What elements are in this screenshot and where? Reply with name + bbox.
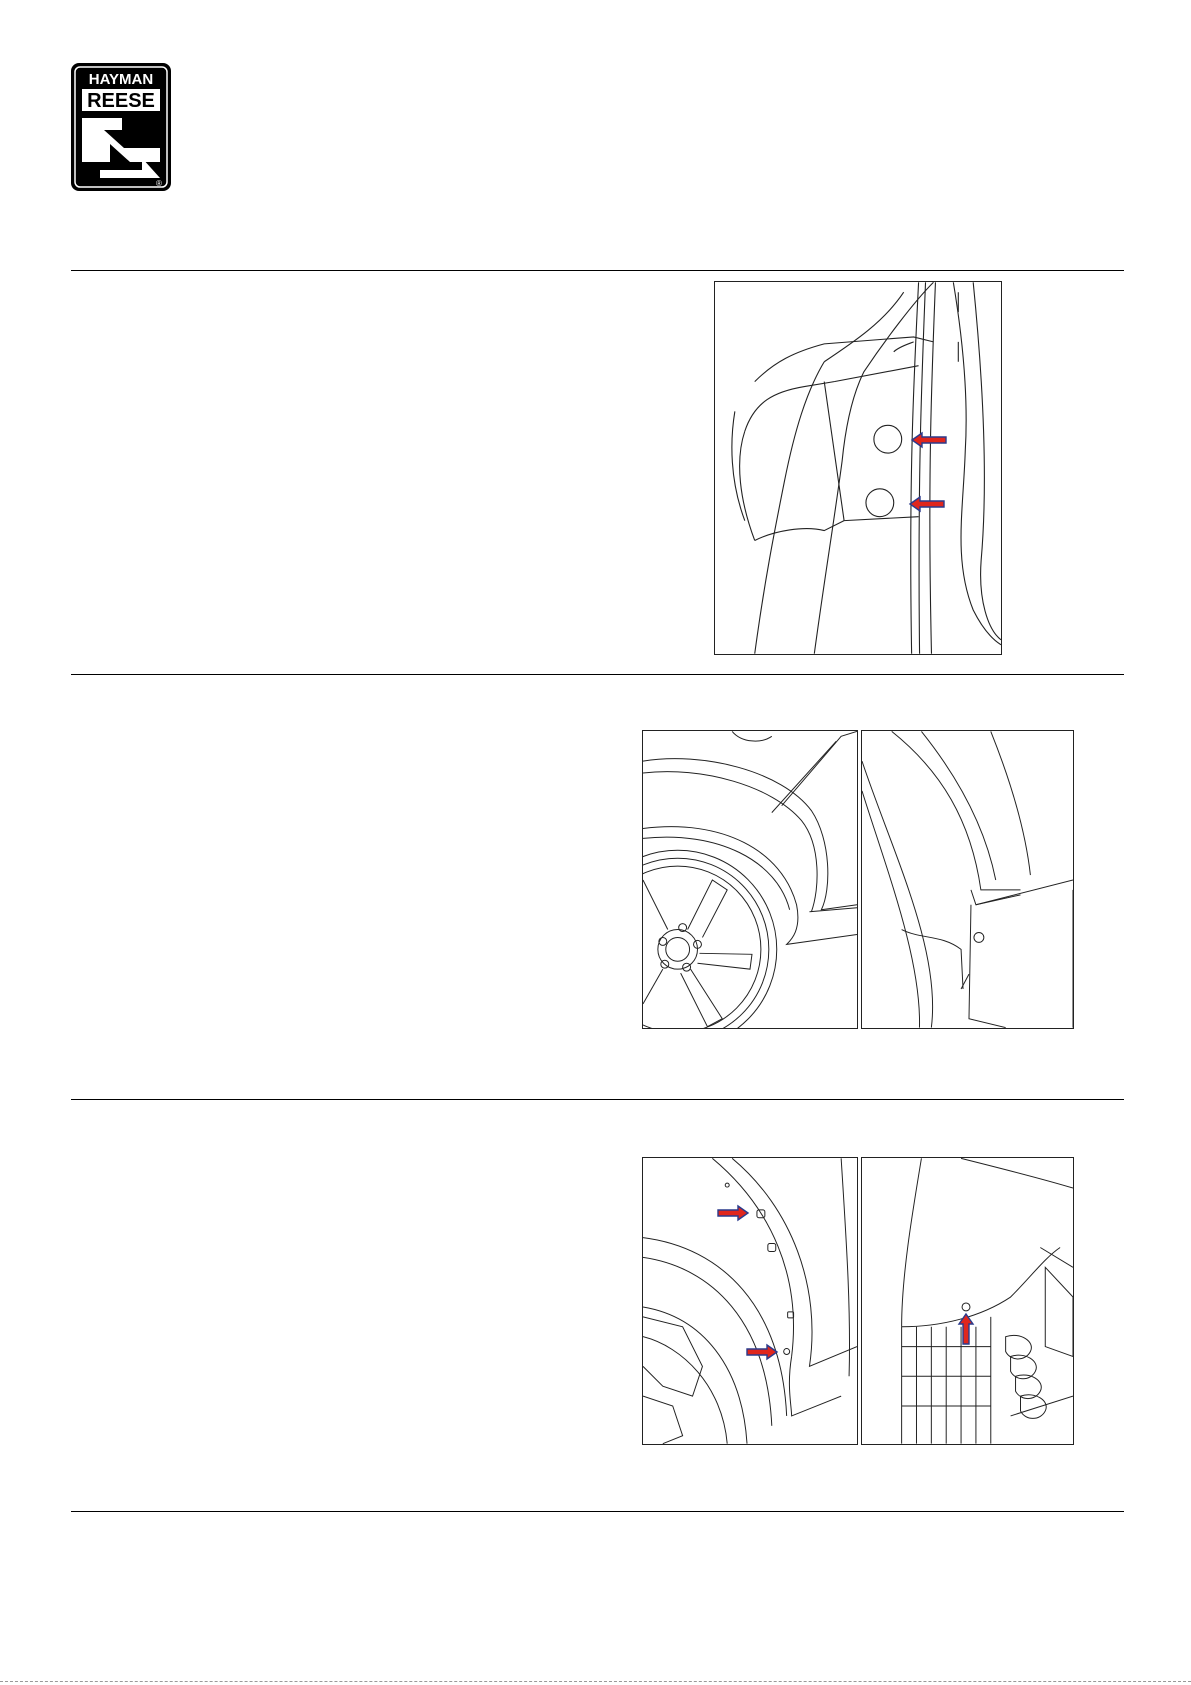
- logo-line1: HAYMAN: [88, 71, 154, 88]
- hayman-reese-logo: [70, 62, 172, 192]
- page-bottom-edge: [0, 1681, 1191, 1682]
- figure-body-panel-plugs: [714, 281, 1002, 655]
- logo-line2: REESE: [87, 90, 155, 112]
- figure-rear-wheel-arch: [642, 730, 858, 1029]
- arrow-indicator-flare-lower-clip: [745, 1343, 779, 1361]
- arrow-indicator-underside-clip: [957, 1312, 975, 1346]
- figure-bumper-corner: [861, 730, 1074, 1029]
- section-divider-top: [71, 270, 1124, 271]
- arrow-indicator-upper-plug: [910, 431, 948, 449]
- figure-wheel-arch-flare-fasteners: [642, 1157, 858, 1445]
- logo-registered-mark: ®: [156, 179, 162, 188]
- section-divider-bottom: [71, 1511, 1124, 1512]
- section-divider-2: [71, 1099, 1124, 1100]
- arrow-indicator-flare-upper-clip: [716, 1204, 750, 1222]
- section-divider-1: [71, 674, 1124, 675]
- arrow-indicator-lower-plug: [908, 495, 946, 513]
- figure-underside-fastener: [861, 1157, 1074, 1445]
